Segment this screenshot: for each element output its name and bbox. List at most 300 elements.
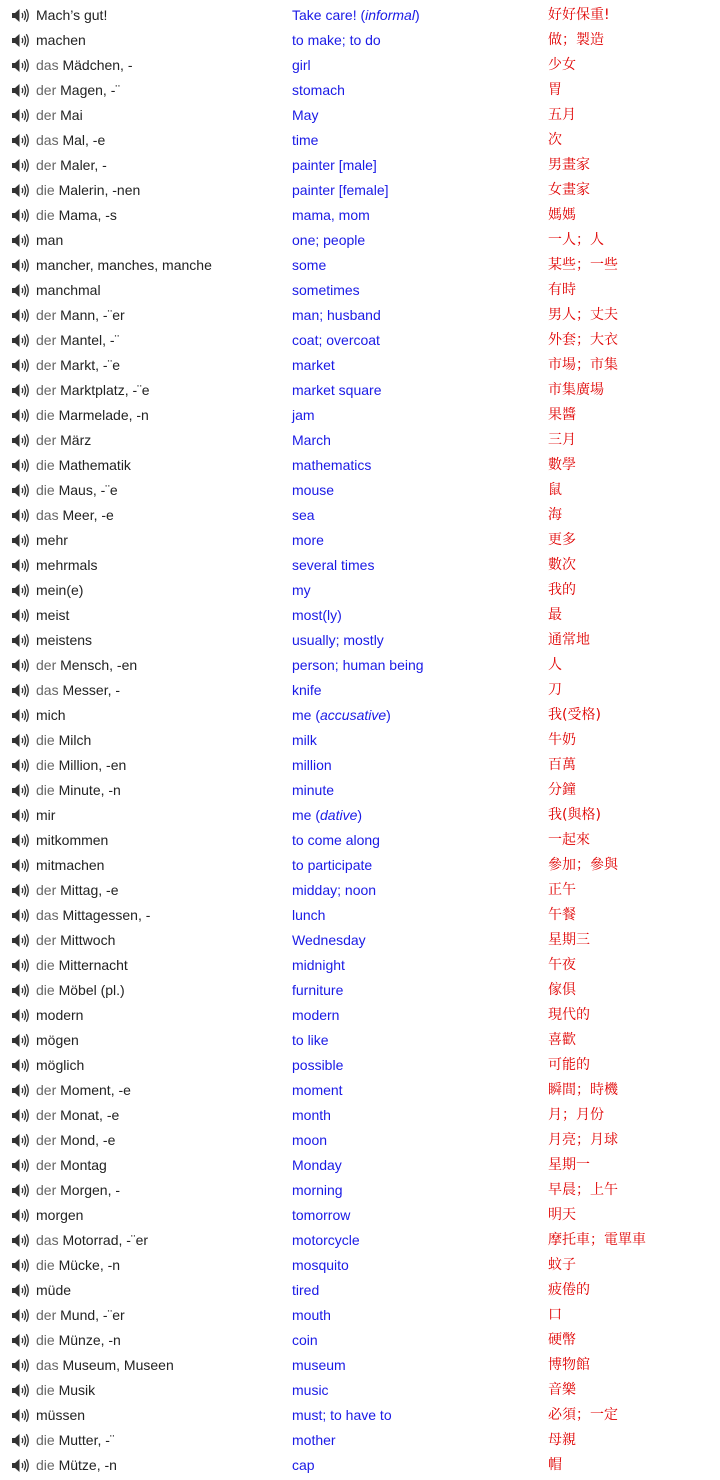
german-word [36,1053,84,1078]
german-term: Mücke, -n [58,1257,121,1273]
english-translation: mosquito [292,1257,349,1273]
speaker-icon[interactable] [11,983,29,998]
chinese-translation: 胃 [548,82,562,98]
chinese-translation: 外套；大衣 [548,332,618,348]
speaker-icon[interactable] [11,658,29,673]
english-translation: mama, mom [292,207,370,223]
chinese-translation: 疲倦的 [548,1282,590,1298]
speaker-icon[interactable] [11,58,29,73]
article: der [36,107,61,123]
article: das [36,682,63,698]
german-term: meist [36,607,70,623]
speaker-icon[interactable] [11,1433,29,1448]
vocab-row [0,1203,720,1228]
vocab-row [0,1128,720,1153]
chinese-translation: 一起來 [548,832,590,848]
speaker-icon[interactable] [11,1058,29,1073]
vocab-row [0,1028,720,1053]
german-word [36,953,128,978]
vocab-row [0,1253,720,1278]
vocab-row [0,1228,720,1253]
english-translation: midday; noon [292,882,377,898]
german-term: mehrmals [36,557,98,573]
speaker-icon[interactable] [11,283,29,298]
german-term: mancher, manches, manche [36,257,212,273]
vocab-row [0,903,720,928]
english-translation: most(ly) [292,607,342,623]
german-word [36,328,119,353]
german-term: mich [36,707,66,723]
vocab-row [0,228,720,253]
german-word [36,303,125,328]
speaker-icon[interactable] [11,733,29,748]
german-term: Messer, - [62,682,121,698]
english-translation: my [292,582,311,598]
vocab-row [0,1078,720,1103]
chinese-translation: 分鐘 [548,782,576,798]
vocab-row [0,603,720,628]
vocab-row [0,153,720,178]
speaker-icon[interactable] [11,583,29,598]
english-translation: coat; overcoat [292,332,380,348]
speaker-icon[interactable] [11,808,29,823]
english-translation: time [292,132,319,148]
vocab-row [0,403,720,428]
article: die [36,482,59,498]
english-translation: mathematics [292,457,372,473]
german-term: Münze, -n [58,1332,121,1348]
vocab-row [0,1353,720,1378]
speaker-icon[interactable] [11,833,29,848]
german-term: manchmal [36,282,101,298]
english-translation: painter [female] [292,182,389,198]
article: der [36,932,61,948]
english-translation: furniture [292,982,344,998]
english-translation: museum [292,1357,346,1373]
english-translation: March [292,432,331,448]
vocab-row [0,828,720,853]
german-word [36,378,150,403]
speaker-icon[interactable] [11,1358,29,1373]
article: der [36,1307,61,1323]
chinese-translation: 摩托車；電單車 [548,1232,646,1248]
speaker-icon[interactable] [11,233,29,248]
article: das [36,132,63,148]
english-translation: million [292,757,332,773]
chinese-translation: 數次 [548,557,576,573]
german-word [36,903,150,928]
german-word [36,53,133,78]
german-word [36,1278,71,1303]
vocab-row [0,1453,720,1478]
german-word [36,28,86,53]
english-translation: milk [292,732,317,748]
chinese-translation: 現代的 [548,1007,590,1023]
article: das [36,1232,63,1248]
english-translation: modern [292,1007,340,1023]
german-term: Moment, -e [60,1082,131,1098]
german-word [36,528,68,553]
chinese-translation: 明天 [548,1207,576,1223]
english-translation: me (accusative) [292,707,391,723]
article: der [36,882,61,898]
article: der [36,307,61,323]
german-word [36,403,149,428]
german-term: Mittag, -e [60,882,119,898]
speaker-icon[interactable] [11,1133,29,1148]
article: der [36,357,61,373]
speaker-icon[interactable] [11,433,29,448]
chinese-translation: 有時 [548,282,576,298]
speaker-icon[interactable] [11,383,29,398]
article: der [36,432,61,448]
german-term: Mädchen, - [62,57,133,73]
article: die [36,1432,59,1448]
article: der [36,82,61,98]
english-translation: painter [male] [292,157,377,173]
german-term: März [60,432,92,448]
german-term: Minute, -n [58,782,121,798]
speaker-icon[interactable] [11,758,29,773]
german-word [36,353,120,378]
german-term: Mantel, -¨ [60,332,120,348]
speaker-icon[interactable] [11,783,29,798]
chinese-translation: 女畫家 [548,182,590,198]
chinese-translation: 必須；一定 [548,1407,618,1423]
german-word [36,828,108,853]
english-translation: minute [292,782,335,798]
german-word [36,578,83,603]
chinese-translation: 五月 [548,107,576,123]
german-term: mehr [36,532,68,548]
article: das [36,57,63,73]
vocab-row [0,53,720,78]
speaker-icon[interactable] [11,908,29,923]
article: die [36,1457,59,1473]
german-word [36,1353,174,1378]
english-translation: must; to have to [292,1407,392,1423]
german-term: Mund, -¨er [60,1307,125,1323]
german-term: Möbel (pl.) [58,982,125,998]
vocab-row [0,803,720,828]
vocab-row [0,28,720,53]
chinese-translation: 傢俱 [548,982,576,998]
speaker-icon[interactable] [11,133,29,148]
article: das [36,507,63,523]
german-term: Musik [58,1382,96,1398]
german-term: Mittagessen, - [62,907,151,923]
english-translation: tired [292,1282,320,1298]
german-term: mögen [36,1032,79,1048]
german-term: Monat, -e [60,1107,120,1123]
chinese-translation: 少女 [548,57,576,73]
vocab-row [0,253,720,278]
english-translation: Take care! (informal) [292,7,420,23]
german-word [36,653,137,678]
speaker-icon[interactable] [11,1458,29,1473]
english-translation: to participate [292,857,373,873]
speaker-icon[interactable] [11,358,29,373]
german-word [36,1078,131,1103]
vocab-row [0,1178,720,1203]
german-term: Mann, -¨er [60,307,125,323]
german-word [36,553,97,578]
vocab-row [0,103,720,128]
german-term: man [36,232,64,248]
german-word [36,603,69,628]
german-word [36,253,212,278]
chinese-translation: 蚊子 [548,1257,576,1273]
english-translation: lunch [292,907,326,923]
german-word [36,778,121,803]
speaker-icon[interactable] [11,1108,29,1123]
vocab-row [0,778,720,803]
english-translation: me (dative) [292,807,363,823]
chinese-translation: 次 [548,132,562,148]
chinese-translation: 數學 [548,457,576,473]
english-translation: man; husband [292,307,381,323]
vocab-row [0,853,720,878]
chinese-translation: 硬幣 [548,1332,576,1348]
speaker-icon[interactable] [11,408,29,423]
german-term: Maus, -¨e [58,482,118,498]
german-term: müde [36,1282,72,1298]
vocab-row [0,1403,720,1428]
chinese-translation: 通常地 [548,632,590,648]
speaker-icon[interactable] [11,858,29,873]
speaker-icon[interactable] [11,558,29,573]
chinese-translation: 午餐 [548,907,576,923]
chinese-translation: 牛奶 [548,732,576,748]
german-term: Mai [60,107,83,123]
vocab-row [0,1103,720,1128]
speaker-icon[interactable] [11,458,29,473]
german-term: Mach’s gut! [36,7,108,23]
chinese-translation: 我的 [548,582,576,598]
german-word [36,1253,120,1278]
german-word [36,503,114,528]
english-translation: some [292,257,327,273]
vocab-row [0,578,720,603]
speaker-icon[interactable] [11,1033,29,1048]
article: die [36,957,59,973]
vocab-row [0,453,720,478]
speaker-icon[interactable] [11,333,29,348]
vocab-row [0,528,720,553]
vocab-row [0,1303,720,1328]
english-translation: to come along [292,832,380,848]
english-translation: music [292,1382,329,1398]
english-translation: moment [292,1082,343,1098]
vocab-row [0,653,720,678]
german-word [36,478,118,503]
speaker-icon[interactable] [11,258,29,273]
speaker-icon[interactable] [11,1158,29,1173]
german-term: Maler, - [60,157,107,173]
chinese-translation: 媽媽 [548,207,576,223]
chinese-translation: 博物館 [548,1357,590,1373]
german-word [36,1328,121,1353]
english-translation: stomach [292,82,345,98]
chinese-translation: 星期三 [548,932,590,948]
vocab-row [0,678,720,703]
speaker-icon[interactable] [11,108,29,123]
speaker-icon[interactable] [11,1258,29,1273]
speaker-icon[interactable] [11,1183,29,1198]
vocab-row [0,328,720,353]
speaker-icon[interactable] [11,608,29,623]
german-word [36,1028,79,1053]
speaker-icon[interactable] [11,33,29,48]
article: der [36,1182,61,1198]
german-term: Museum, Museen [62,1357,174,1373]
german-term: mein(e) [36,582,84,598]
article: die [36,1257,59,1273]
german-word [36,678,120,703]
speaker-icon[interactable] [11,508,29,523]
german-word [36,78,120,103]
vocab-row [0,878,720,903]
chinese-translation: 刀 [548,682,562,698]
english-translation: midnight [292,957,345,973]
vocab-row [0,203,720,228]
chinese-translation: 一人；人 [548,232,604,248]
chinese-translation: 瞬間；時機 [548,1082,618,1098]
german-word [36,103,83,128]
speaker-icon[interactable] [11,1383,29,1398]
english-translation: coin [292,1332,318,1348]
german-term: möglich [36,1057,85,1073]
vocab-row [0,1328,720,1353]
german-word [36,1428,115,1453]
german-word [36,203,117,228]
chinese-translation: 正午 [548,882,576,898]
speaker-icon[interactable] [11,1408,29,1423]
german-term: Montag [60,1157,107,1173]
vocab-row [0,178,720,203]
german-term: Mitternacht [58,957,128,973]
speaker-icon[interactable] [11,1333,29,1348]
speaker-icon[interactable] [11,483,29,498]
german-word [36,728,91,753]
german-word [36,453,131,478]
vocab-row [0,753,720,778]
english-translation: usually; mostly [292,632,384,648]
speaker-icon[interactable] [11,208,29,223]
chinese-translation: 月；月份 [548,1107,604,1123]
article: die [36,782,59,798]
german-word [36,1003,83,1028]
speaker-icon[interactable] [11,1283,29,1298]
chinese-translation: 某些；一些 [548,257,618,273]
german-term: Marktplatz, -¨e [60,382,150,398]
chinese-translation: 音樂 [548,1382,576,1398]
german-term: Mathematik [58,457,131,473]
english-translation: mouth [292,1307,331,1323]
article: der [36,1082,61,1098]
article: die [36,207,59,223]
speaker-icon[interactable] [11,633,29,648]
chinese-translation: 參加；參與 [548,857,618,873]
vocab-row [0,503,720,528]
german-term: Markt, -¨e [60,357,121,373]
chinese-translation: 我(受格) [548,707,601,723]
speaker-icon[interactable] [11,1008,29,1023]
speaker-icon[interactable] [11,1308,29,1323]
chinese-translation: 男畫家 [548,157,590,173]
vocab-row [0,303,720,328]
german-word [36,928,115,953]
german-term: mitkommen [36,832,109,848]
speaker-icon[interactable] [11,308,29,323]
german-word [36,153,107,178]
english-translation: knife [292,682,322,698]
speaker-icon[interactable] [11,683,29,698]
english-translation: moon [292,1132,328,1148]
german-term: Mond, -e [60,1132,116,1148]
german-word [36,278,101,303]
article: die [36,982,59,998]
article: die [36,757,59,773]
german-term: Mittwoch [60,932,116,948]
chinese-translation: 三月 [548,432,576,448]
german-term: meistens [36,632,93,648]
german-word [36,228,63,253]
speaker-icon[interactable] [11,1083,29,1098]
english-translation: several times [292,557,375,573]
article: die [36,1332,59,1348]
german-term: Motorrad, -¨er [62,1232,149,1248]
vocab-row [0,353,720,378]
speaker-icon[interactable] [11,958,29,973]
english-translation: possible [292,1057,344,1073]
speaker-icon[interactable] [11,183,29,198]
speaker-icon[interactable] [11,8,29,23]
vocab-row [0,1153,720,1178]
english-translation: sea [292,507,315,523]
speaker-icon[interactable] [11,1233,29,1248]
vocab-row [0,478,720,503]
vocab-row [0,1053,720,1078]
vocab-row [0,428,720,453]
speaker-icon[interactable] [11,533,29,548]
german-word [36,878,118,903]
german-word [36,703,66,728]
vocab-row [0,553,720,578]
chinese-translation: 月亮；月球 [548,1132,618,1148]
german-term: Morgen, - [60,1182,121,1198]
english-translation: mouse [292,482,335,498]
chinese-translation: 口 [548,1307,562,1323]
german-word [36,1178,120,1203]
article: der [36,1132,61,1148]
speaker-icon[interactable] [11,708,29,723]
speaker-icon[interactable] [11,883,29,898]
speaker-icon[interactable] [11,1208,29,1223]
article: der [36,657,61,673]
speaker-icon[interactable] [11,933,29,948]
chinese-translation: 可能的 [548,1057,590,1073]
article: die [36,732,59,748]
english-translation: to like [292,1032,329,1048]
english-translation: Monday [292,1157,342,1173]
german-word [36,1453,117,1478]
speaker-icon[interactable] [11,83,29,98]
chinese-translation: 早晨；上午 [548,1182,618,1198]
english-translation: Wednesday [292,932,366,948]
article: die [36,182,59,198]
speaker-icon[interactable] [11,158,29,173]
